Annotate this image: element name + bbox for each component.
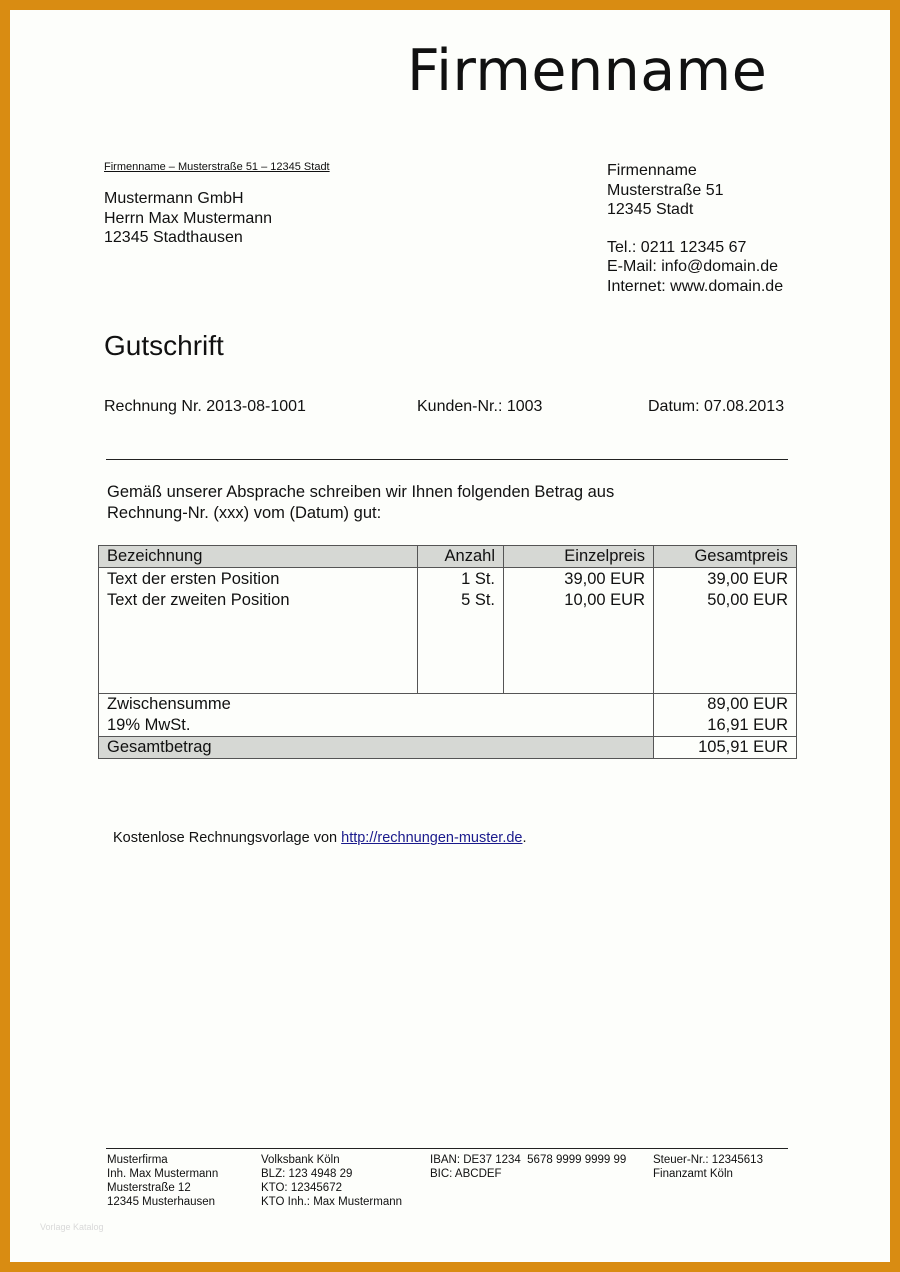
col-header-total-price: Gesamtpreis	[654, 546, 797, 568]
tax-label: 19% MwSt.	[99, 715, 654, 737]
sender-email: E-Mail: info@domain.de	[607, 258, 778, 275]
table-row-1-unit-price: 39,00 EUR	[564, 570, 645, 588]
footer-blz: BLZ: 123 4948 29	[261, 1168, 353, 1180]
document-title: Gutschrift	[104, 330, 224, 361]
table-body	[99, 568, 797, 694]
footer-tax-number: Steuer-Nr.: 12345613	[653, 1154, 763, 1166]
footer-street: Musterstraße 12	[107, 1182, 191, 1194]
footer-iban	[430, 1153, 626, 1181]
total-label: Gesamtbetrag	[99, 737, 654, 759]
footer-divider	[106, 1148, 788, 1149]
sender-city: 12345 Stadt	[607, 201, 694, 218]
footer-company-name: Musterfirma	[107, 1154, 168, 1166]
footer-company	[107, 1153, 218, 1209]
company-title: Firmenname	[407, 38, 768, 104]
watermark: Vorlage Katalog	[40, 1222, 104, 1232]
customer-number: Kunden-Nr.: 1003	[417, 398, 543, 415]
tax-value: 16,91 EUR	[654, 715, 797, 737]
table-row-2-quantity: 5 St.	[461, 591, 495, 609]
col-header-description: Bezeichnung	[99, 546, 418, 568]
template-link[interactable]: http://rechnungen-muster.de	[341, 830, 523, 846]
quantity-cell	[418, 568, 504, 694]
col-header-quantity: Anzahl	[418, 546, 504, 568]
footer-tax	[653, 1153, 763, 1181]
document-date: Datum: 07.08.2013	[648, 398, 785, 415]
recipient-person: Herrn Max Mustermann	[104, 209, 273, 227]
footer-city: 12345 Musterhausen	[107, 1196, 216, 1208]
recipient-company: Mustermann GmbH	[104, 190, 244, 207]
sender-phone: Tel.: 0211 12345 67	[607, 238, 747, 256]
divider	[106, 459, 788, 460]
sender-return-address: Firmenname – Musterstraße 51 – 12345 Stadt	[104, 161, 330, 173]
table-header	[99, 546, 797, 568]
document-page	[10, 10, 890, 1262]
total-row	[99, 737, 797, 759]
description-cell	[99, 568, 418, 694]
footer-bic: BIC: ABCDEF	[430, 1168, 502, 1180]
items-table	[98, 545, 797, 759]
template-credit-end: .	[522, 830, 527, 846]
sender-street: Musterstraße 51	[607, 181, 724, 199]
footer-bank	[261, 1153, 402, 1209]
invoice-number: Rechnung Nr. 2013-08-1001	[104, 398, 306, 415]
subtotal-label: Zwischensumme	[99, 694, 654, 716]
footer-tax-office: Finanzamt Köln	[653, 1168, 733, 1180]
col-header-unit-price: Einzelpreis	[504, 546, 654, 568]
footer-owner: Inh. Max Mustermann	[107, 1168, 219, 1180]
intro-text	[107, 482, 614, 524]
total-value: 105,91 EUR	[654, 737, 797, 759]
intro-line-2: Rechnung-Nr. (xxx) vom (Datum) gut:	[107, 504, 382, 522]
table-row-1-description: Text der ersten Position	[107, 570, 280, 588]
tax-row	[99, 715, 797, 737]
footer-account-holder: KTO Inh.: Max Mustermann	[261, 1196, 403, 1208]
footer-iban-value: IBAN: DE37 1234 5678 9999 9999 99	[430, 1154, 627, 1166]
template-credit	[113, 830, 527, 846]
unit-price-cell	[504, 568, 654, 694]
sender-address	[607, 161, 783, 296]
sender-name: Firmenname	[607, 162, 697, 179]
table-row-1-total-price: 39,00 EUR	[707, 570, 788, 588]
recipient-city: 12345 Stadthausen	[104, 229, 243, 246]
total-price-cell	[654, 568, 797, 694]
template-credit-text: Kostenlose Rechnungsvorlage von	[113, 830, 342, 846]
intro-line-1: Gemäß unserer Absprache schreiben wir Ihnen folgenden Betrag aus	[107, 483, 615, 501]
subtotal-row	[99, 694, 797, 716]
table-row-1-quantity: 1 St.	[461, 570, 495, 588]
sender-internet: Internet: www.domain.de	[607, 277, 784, 295]
recipient-address	[104, 189, 272, 248]
subtotal-value: 89,00 EUR	[654, 694, 797, 716]
table-row-2-total-price: 50,00 EUR	[707, 591, 788, 609]
table-row-2-unit-price: 10,00 EUR	[564, 591, 645, 609]
footer-account: KTO: 12345672	[261, 1182, 342, 1194]
table-row-2-description: Text der zweiten Position	[107, 591, 290, 609]
footer-bank-name: Volksbank Köln	[261, 1154, 340, 1166]
